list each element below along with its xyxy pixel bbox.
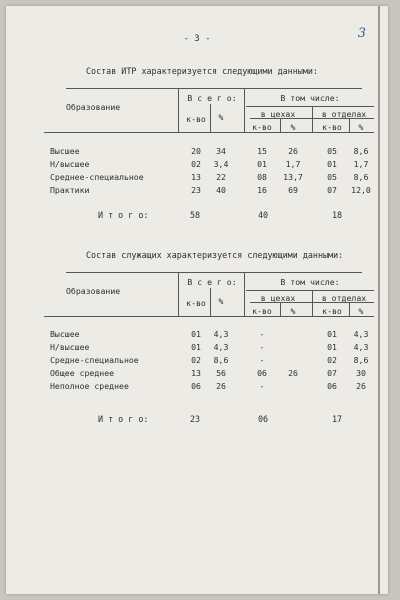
header-total: В с е г о: <box>187 277 237 287</box>
subheader-rule <box>246 106 374 107</box>
row-shops-qty: - <box>259 329 265 339</box>
row-label: Среднее-специальное <box>50 172 144 182</box>
col-divider-shops <box>280 302 281 316</box>
row-depts-pct: 30 <box>356 368 366 378</box>
header-shops-qty: к-во <box>252 122 272 132</box>
row-label: Н/высшее <box>50 342 90 352</box>
row-total-qty: 01 <box>191 329 201 339</box>
col-divider-total <box>210 104 211 132</box>
page-edge-line <box>378 6 380 594</box>
header-total-qty: к-во <box>186 298 206 308</box>
row-total-pct: 3,4 <box>213 159 229 169</box>
row-depts-qty: 01 <box>327 159 337 169</box>
col-divider-total-end <box>244 88 245 132</box>
row-total-pct: 40 <box>216 185 226 195</box>
row-label: Неполное среднее <box>50 381 129 391</box>
header-depts-pct: % <box>358 122 364 132</box>
row-shops-qty: 16 <box>257 185 267 195</box>
row-total-pct: 4,3 <box>213 329 229 339</box>
row-total-pct: 34 <box>216 146 226 156</box>
header-shops-qty: к-во <box>252 306 272 316</box>
col-divider-depts-pct <box>349 118 350 132</box>
row-total-pct: 22 <box>216 172 226 182</box>
row-shops-qty: 06 <box>257 368 267 378</box>
col-divider-total <box>210 288 211 316</box>
row-shops-pct: 13,7 <box>283 172 303 182</box>
header-bottom-rule <box>44 316 374 317</box>
row-shops-qty: 01 <box>257 159 267 169</box>
row-label: Высшее <box>50 146 80 156</box>
table-title: Состав ИТР характеризуется следующими данными: <box>86 66 318 76</box>
row-label: Средне-специальное <box>50 355 139 365</box>
header-depts: в отделах <box>321 109 367 119</box>
header-included: В том числе: <box>280 277 340 287</box>
row-label: Общее среднее <box>50 368 115 378</box>
header-shops: в цехах <box>260 109 296 119</box>
header-total: В с е г о: <box>187 93 237 103</box>
header-depts: в отделах <box>321 293 367 303</box>
row-shops-pct: 1,7 <box>285 159 301 169</box>
row-depts-pct: 12,0 <box>351 185 371 195</box>
header-top-rule <box>66 88 362 89</box>
row-total-pct: 56 <box>216 368 226 378</box>
row-shops-pct: 26 <box>288 368 298 378</box>
row-total-pct: 8,6 <box>213 355 229 365</box>
header-included: В том числе: <box>280 93 340 103</box>
row-depts-qty: 06 <box>327 381 337 391</box>
row-depts-pct: 4,3 <box>353 342 369 352</box>
row-depts-qty: 01 <box>327 342 337 352</box>
row-total-pct: 26 <box>216 381 226 391</box>
totals-all: 23 <box>190 414 201 424</box>
table-title: Состав служащих характеризуется следующими данными: <box>86 250 344 260</box>
header-depts-pct: % <box>358 306 364 316</box>
header-shops-pct: % <box>290 306 296 316</box>
totals-label: И т о г о: <box>98 414 149 424</box>
row-label: Практики <box>50 185 90 195</box>
row-depts-pct: 4,3 <box>353 329 369 339</box>
totals-label: И т о г о: <box>98 210 149 220</box>
header-bottom-rule <box>44 132 374 133</box>
row-depts-pct: 1,7 <box>353 159 369 169</box>
col-divider-label <box>178 88 179 132</box>
row-total-pct: 4,3 <box>213 342 229 352</box>
row-label: Высшее <box>50 329 80 339</box>
row-total-qty: 13 <box>191 172 201 182</box>
row-total-qty: 02 <box>191 159 201 169</box>
row-shops-pct: 26 <box>288 146 298 156</box>
header-total-qty: к-во <box>186 114 206 124</box>
header-total-pct: % <box>218 296 224 306</box>
handwritten-page-number: 3 <box>357 26 366 41</box>
document-page <box>6 6 388 594</box>
row-shops-qty: - <box>259 342 265 352</box>
col-divider-shops <box>280 118 281 132</box>
row-total-qty: 13 <box>191 368 201 378</box>
header-education: Образование <box>66 102 121 112</box>
totals-depts: 18 <box>332 210 343 220</box>
row-shops-qty: - <box>259 355 265 365</box>
row-shops-pct: 69 <box>288 185 298 195</box>
row-total-qty: 20 <box>191 146 201 156</box>
row-label: Н/высшее <box>50 159 90 169</box>
row-depts-pct: 8,6 <box>353 146 369 156</box>
row-depts-qty: 05 <box>327 146 337 156</box>
page-number: - 3 - <box>183 34 211 44</box>
header-education: Образование <box>66 286 121 296</box>
row-shops-qty: 08 <box>257 172 267 182</box>
row-total-qty: 06 <box>191 381 201 391</box>
row-depts-qty: 02 <box>327 355 337 365</box>
header-total-pct: % <box>218 112 224 122</box>
row-depts-pct: 8,6 <box>353 355 369 365</box>
header-top-rule <box>66 272 362 273</box>
col-divider-label <box>178 272 179 316</box>
col-divider-depts <box>312 106 313 132</box>
row-shops-qty: 15 <box>257 146 267 156</box>
totals-shops: 06 <box>258 414 269 424</box>
row-total-qty: 23 <box>191 185 201 195</box>
col-divider-depts-pct <box>349 302 350 316</box>
col-divider-total-end <box>244 272 245 316</box>
header-depts-qty: к-во <box>322 122 342 132</box>
header-shops-pct: % <box>290 122 296 132</box>
subheader-rule <box>246 290 374 291</box>
row-depts-qty: 01 <box>327 329 337 339</box>
totals-shops: 40 <box>258 210 269 220</box>
header-shops: в цехах <box>260 293 296 303</box>
row-depts-pct: 26 <box>356 381 366 391</box>
totals-all: 58 <box>190 210 201 220</box>
row-depts-pct: 8,6 <box>353 172 369 182</box>
row-depts-qty: 07 <box>327 368 337 378</box>
col-divider-depts <box>312 290 313 316</box>
row-depts-qty: 05 <box>327 172 337 182</box>
totals-depts: 17 <box>332 414 343 424</box>
header-depts-qty: к-во <box>322 306 342 316</box>
row-depts-qty: 07 <box>327 185 337 195</box>
row-shops-qty: - <box>259 381 265 391</box>
row-total-qty: 01 <box>191 342 201 352</box>
row-total-qty: 02 <box>191 355 201 365</box>
